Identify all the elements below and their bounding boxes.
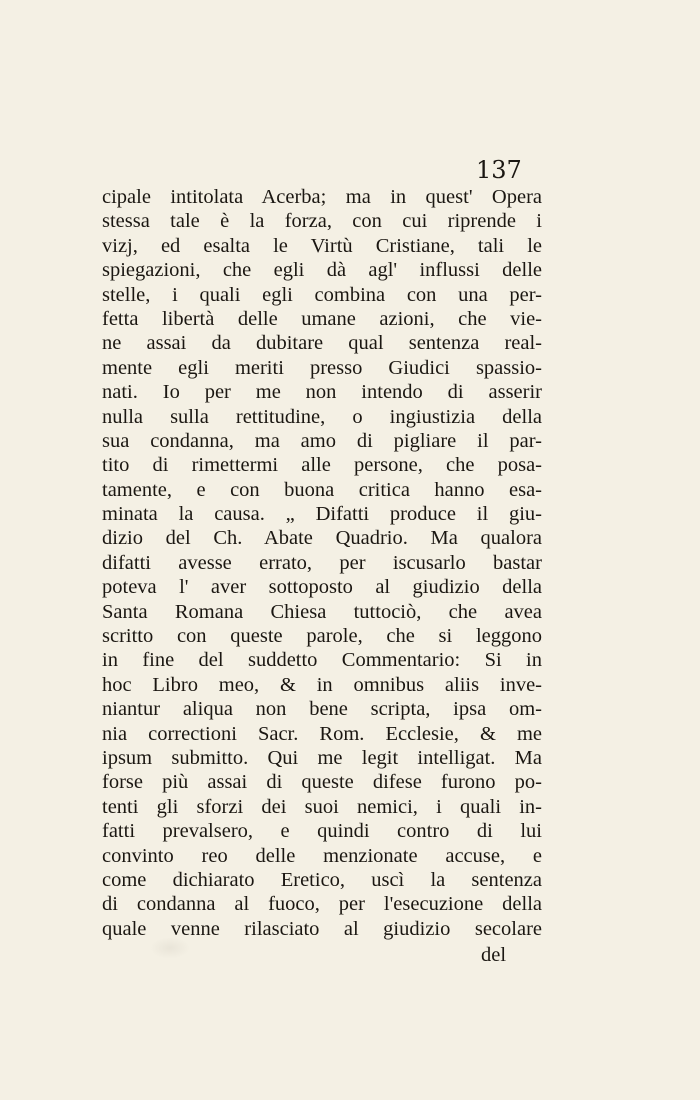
text-line: Santa Romana Chiesa tuttociò, che avea bbox=[102, 600, 542, 623]
text-line: difatti avesse errato, per iscusarlo bastar bbox=[102, 551, 542, 574]
text-line: stelle, i quali egli combina con una per- bbox=[102, 283, 542, 306]
text-line: fatti prevalsero, e quindi contro di lui bbox=[102, 820, 542, 843]
text-line: tenti gli sforzi dei suoi nemici, i quali in- bbox=[102, 795, 542, 818]
text-line: forse più assai di queste difese furono po- bbox=[102, 771, 542, 794]
text-line: sua condanna, ma amo di pigliare il par- bbox=[102, 429, 542, 452]
text-line: dizio del Ch. Abate Quadrio. Ma qualora bbox=[102, 527, 542, 550]
text-line: minata la causa. „ Difatti produce il giu- bbox=[102, 503, 542, 526]
text-line: spiegazioni, che egli dà agl' influssi delle bbox=[102, 259, 542, 282]
text-line: poteva l' aver sottoposto al giudizio della bbox=[102, 576, 542, 599]
text-line: tamente, e con buona critica hanno esa- bbox=[102, 478, 542, 501]
page-number: 137 bbox=[476, 156, 522, 184]
text-line: in fine del suddetto Commentario: Si in bbox=[102, 649, 542, 672]
text-line: tito di rimettermi alle persone, che posa- bbox=[102, 454, 542, 477]
body-text bbox=[102, 185, 542, 941]
text-line: di condanna al fuoco, per l'esecuzione della bbox=[102, 893, 542, 916]
text-line: vizj, ed esalta le Virtù Cristiane, tali le bbox=[102, 234, 542, 257]
text-line: mente egli meriti presso Giudici spassio- bbox=[102, 356, 542, 379]
text-line: ne assai da dubitare qual sentenza real- bbox=[102, 332, 542, 355]
text-line: come dichiarato Eretico, uscì la sentenza bbox=[102, 868, 542, 891]
text-line: nati. Io per me non intendo di asserir bbox=[102, 381, 542, 404]
text-line: hoc Libro meo, & in omnibus aliis inve- bbox=[102, 673, 542, 696]
text-line: ipsum submitto. Qui me legit intelligat. Ma bbox=[102, 746, 542, 769]
text-line: fetta libertà delle umane azioni, che vie- bbox=[102, 307, 542, 330]
catchword: del bbox=[481, 944, 507, 966]
text-line: niantur aliqua non bene scripta, ipsa om- bbox=[102, 698, 542, 721]
text-line: nulla sulla rettitudine, o ingiustizia della bbox=[102, 405, 542, 428]
text-line: quale venne rilasciato al giudizio secolare bbox=[102, 917, 542, 940]
text-line: convinto reo delle menzionate accuse, e bbox=[102, 844, 542, 867]
text-line: nia correctioni Sacr. Rom. Ecclesie, & me bbox=[102, 722, 542, 745]
text-line: scritto con queste parole, che si leggono bbox=[102, 625, 542, 648]
text-line: stessa tale è la forza, con cui riprende i bbox=[102, 210, 542, 233]
faint-show-through-mark bbox=[150, 937, 190, 959]
text-line: cipale intitolata Acerba; ma in quest' Opera bbox=[102, 186, 542, 208]
